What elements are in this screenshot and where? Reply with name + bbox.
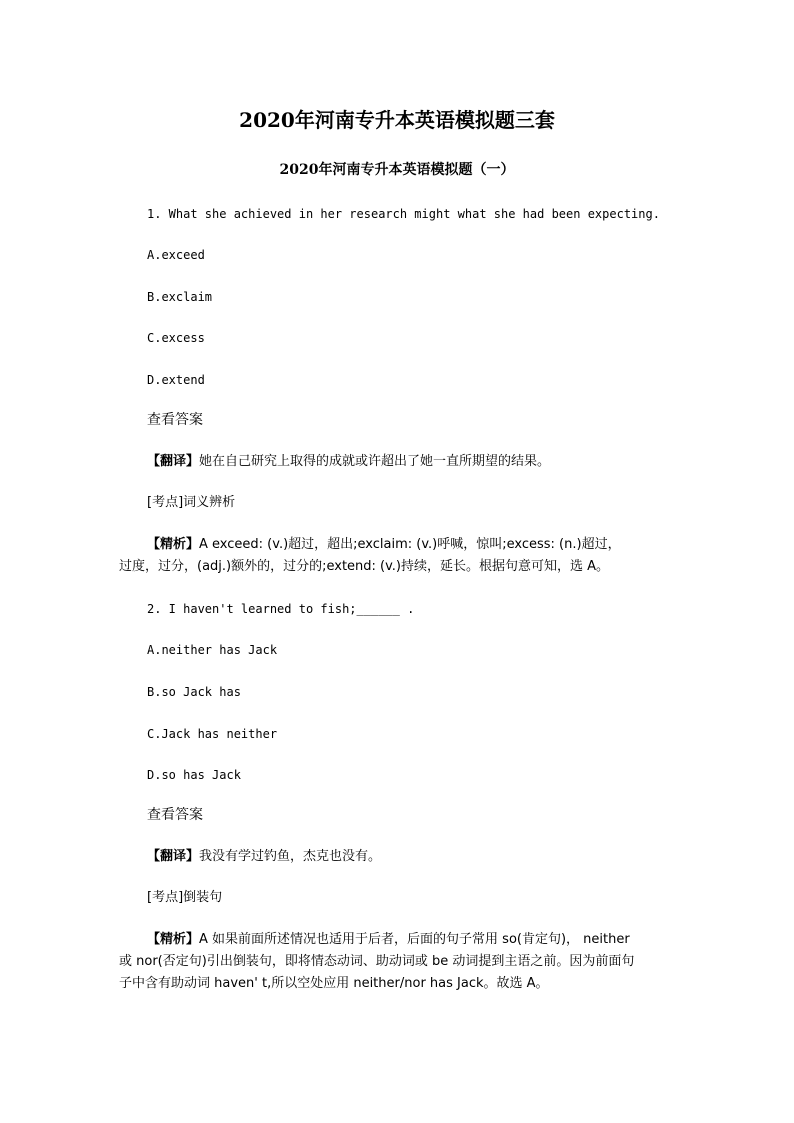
question-1-stem: 1. What she achieved in her research might what she had been expecting. [147, 207, 660, 221]
question-1-option-c: C.excess [147, 331, 205, 345]
question-1-analysis [119, 534, 679, 578]
analysis-line-3: 子中含有助动词 haven' t,所以空处应用 neither/nor has Jack。故选 A。 [119, 976, 549, 991]
question-2-option-b: B.so Jack has [147, 685, 241, 699]
translation-label: 【翻译】 [147, 454, 200, 469]
question-1-option-a: A.exceed [147, 248, 205, 262]
question-2-stem: 2. I haven't learned to fish;______ . [147, 602, 415, 616]
question-2-option-d: D.so has Jack [147, 768, 241, 782]
analysis-label: 【精析】 [147, 932, 200, 947]
question-2-translation [147, 846, 707, 868]
section-title: 2020年河南专升本英语模拟题（一） [279, 162, 515, 178]
document-title: 2020年河南专升本英语模拟题三套 [239, 108, 555, 132]
question-1-test-point: [考点]词义辨析 [147, 495, 236, 510]
analysis-line-2: 或 nor(否定句)引出倒装句，即将情态动词、助动词或 be 动词提到主语之前。因为前面句 [119, 954, 635, 969]
question-1-option-d: D.extend [147, 373, 205, 387]
translation-label: 【翻译】 [147, 849, 200, 864]
question-2-option-c: C.Jack has neither [147, 727, 278, 741]
analysis-line-1 [119, 929, 679, 951]
analysis-text: A exceed: (v.)超过，超出;exclaim: (v.)呼喊，惊叫;excess: (n.)超过， [199, 537, 621, 552]
question-2-option-a: A.neither has Jack [147, 643, 278, 657]
question-1-translation [147, 451, 707, 473]
question-1-option-b: B.exclaim [147, 290, 213, 304]
analysis-label: 【精析】 [147, 537, 200, 552]
analysis-line-2: 过度，过分，(adj.)额外的，过分的;extend: (v.)持续，延长。根据句意可知，选 A。 [119, 559, 610, 574]
analysis-text: A 如果前面所述情况也适用于后者，后面的句子常用 so(肯定句)， neither [199, 932, 630, 947]
translation-text: 我没有学过钓鱼，杰克也没有。 [199, 849, 382, 864]
analysis-line-1 [119, 534, 679, 556]
question-2-test-point: [考点]倒装句 [147, 890, 223, 905]
question-1-view-answer-link[interactable]: 查看答案 [147, 412, 203, 428]
question-2-view-answer-link[interactable]: 查看答案 [147, 807, 203, 823]
translation-text: 她在自己研究上取得的成就或许超出了她一直所期望的结果。 [199, 454, 551, 469]
question-2-analysis [119, 929, 679, 995]
